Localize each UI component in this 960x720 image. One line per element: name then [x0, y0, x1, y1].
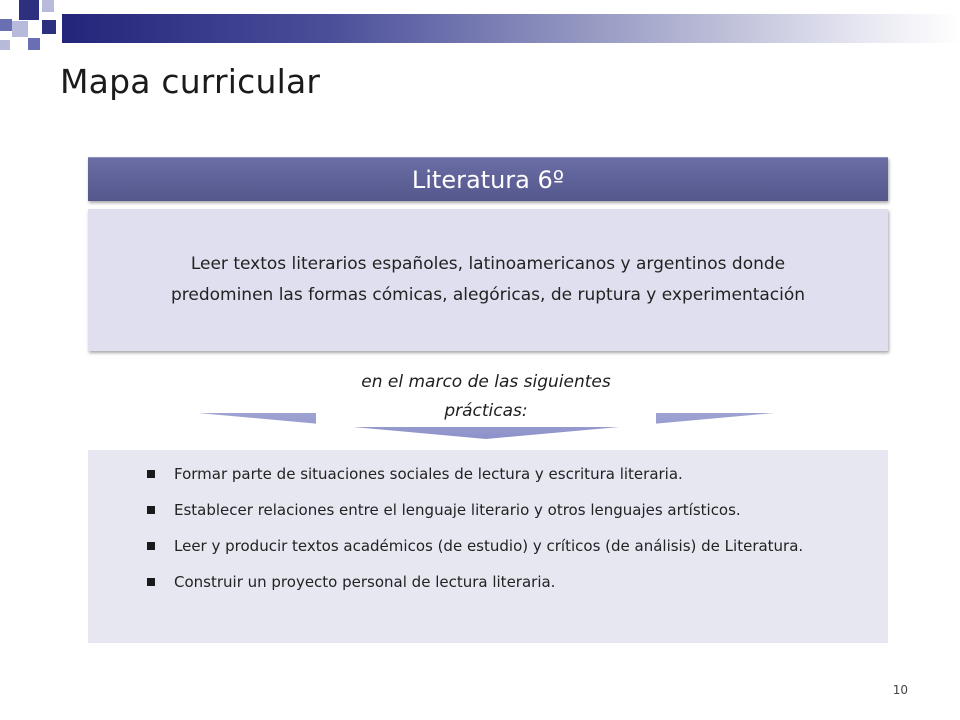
corner-square-dark-1 [19, 0, 39, 20]
objective-line-1: Leer textos literarios españoles, latinoamericanos y argentinos donde [190, 254, 786, 274]
objective-text [161, 249, 815, 311]
practice-item-4 [146, 571, 866, 593]
connector-label-line-1: en el marco de las siguientes [361, 372, 611, 392]
corner-square-dark-2 [42, 20, 56, 34]
subject-header-title: Literatura 6º [411, 165, 565, 194]
practice-item-1 [146, 463, 866, 485]
page-title: Mapa curricular [60, 62, 321, 101]
connector-label [316, 368, 656, 426]
square-bullet-icon [147, 578, 155, 586]
practice-item-3 [146, 535, 866, 557]
corner-square-light-3 [0, 40, 10, 50]
corner-square-mid-1 [0, 19, 12, 31]
corner-square-light-2 [12, 21, 28, 37]
practice-item-2 [146, 499, 866, 521]
objective-box [88, 209, 888, 351]
practices-list [146, 463, 866, 607]
square-bullet-icon [147, 506, 155, 514]
connector-label-line-2: prácticas: [444, 401, 528, 421]
square-bullet-icon [147, 542, 155, 550]
subject-header-bar [88, 157, 888, 201]
practice-item-text: Construir un proyecto personal de lectura literaria. [174, 573, 556, 591]
corner-square-light-1 [42, 0, 54, 12]
square-bullet-icon [147, 470, 155, 478]
practice-item-text: Formar parte de situaciones sociales de lectura y escritura literaria. [174, 465, 683, 483]
practices-box [88, 450, 888, 643]
top-gradient-bar [62, 14, 960, 43]
page-number: 10 [892, 683, 908, 697]
practice-item-text: Establecer relaciones entre el lenguaje literario y otros lenguajes artísticos. [174, 501, 741, 519]
practice-item-text: Leer y producir textos académicos (de estudio) y críticos (de análisis) de Literatura. [174, 537, 804, 555]
corner-square-mid-2 [28, 38, 40, 50]
objective-line-2: predominen las formas cómicas, alegóricas, de ruptura y experimentación [170, 285, 806, 305]
